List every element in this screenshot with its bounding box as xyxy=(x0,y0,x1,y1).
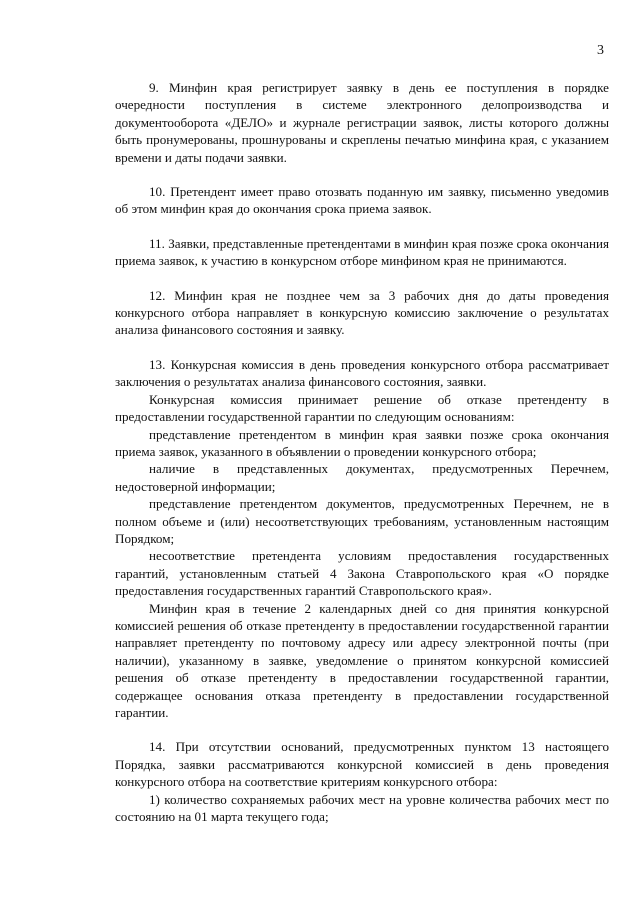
paragraph: Минфин края в течение 2 календарных дней со дня принятия конкурсной комиссией решения об отказе претенденту в предоставлении государственной гарантии направляет претенденту по почтовому адресу или адресу электронной почты (при наличии), указанному в заявке, уведомление о принятом конкурсной комиссией решения об отказе претенденту в предоставлении государственной гарантии, содержащее основания отказа претенденту в предоставлении государственной гарантии. xyxy=(115,600,609,720)
page-number: 3 xyxy=(597,43,604,58)
item-11 xyxy=(115,235,609,270)
paragraph: 10. Претендент имеет право отозвать поданную им заявку, письменно уведомив об этом минфин края до окончания срока приема заявок. xyxy=(115,184,609,217)
item-12 xyxy=(115,287,609,339)
paragraph: наличие в представленных документах, предусмотренных Перечнем, недостоверной информации; xyxy=(115,461,609,494)
item-9 xyxy=(115,79,609,166)
paragraph: представление претендентом документов, предусмотренных Перечнем, не в полном объеме и (или) несоответствующих требованиям, установленным настоящим Порядком; xyxy=(115,496,609,546)
paragraph: несоответствие претендента условиям предоставления государственных гарантий, установленным статьей 4 Закона Ставропольского края «О порядке предоставления государственных гарантий Ставропольского края». xyxy=(115,548,609,599)
paragraph: представление претендентом в минфин края заявки позже срока окончания приема заявок, указанного в объявлении о проведении конкурсного отбора; xyxy=(115,426,609,459)
paragraph: 12. Минфин края не позднее чем за 3 рабочих дня до даты проведения конкурсного отбора направляет в конкурсную комиссию заключение о результатах анализа финансового состояния и заявку. xyxy=(115,287,609,338)
item-14 xyxy=(115,738,609,825)
paragraph: 9. Минфин края регистрирует заявку в день ее поступления в порядке очередности поступления в системе электронного делопроизводства и документооборота «ДЕЛО» и журнале регистрации заявок, листы которого должны быть пронумерованы, прошнурованы и скреплены печатью минфина края, с указанием времени и даты подачи заявки. xyxy=(115,80,609,165)
paragraph: 13. Конкурсная комиссия в день проведения конкурсного отбора рассматривает заключения о результатах анализа финансового состояния, заявки. xyxy=(115,356,609,390)
paragraph: 1) количество сохраняемых рабочих мест на уровне количества рабочих мест по состоянию на 01 марта текущего года; xyxy=(115,791,609,825)
paragraph: Конкурсная комиссия принимает решение об отказе претенденту в предоставлении государственной гарантии по следующим основаниям: xyxy=(115,391,609,425)
paragraph: 14. При отсутствии оснований, предусмотренных пунктом 13 настоящего Порядка, заявки рассматриваются конкурсной комиссией в день проведения конкурсного отбора на соответствие критериям конкурсного отбора: xyxy=(115,739,609,790)
paragraph: 11. Заявки, представленные претендентами в минфин края позже срока окончания приема заявок, к участию в конкурсном отборе минфином края не принимаются. xyxy=(115,235,609,269)
item-10 xyxy=(115,183,609,218)
document-body xyxy=(115,79,609,842)
item-13 xyxy=(115,356,609,722)
